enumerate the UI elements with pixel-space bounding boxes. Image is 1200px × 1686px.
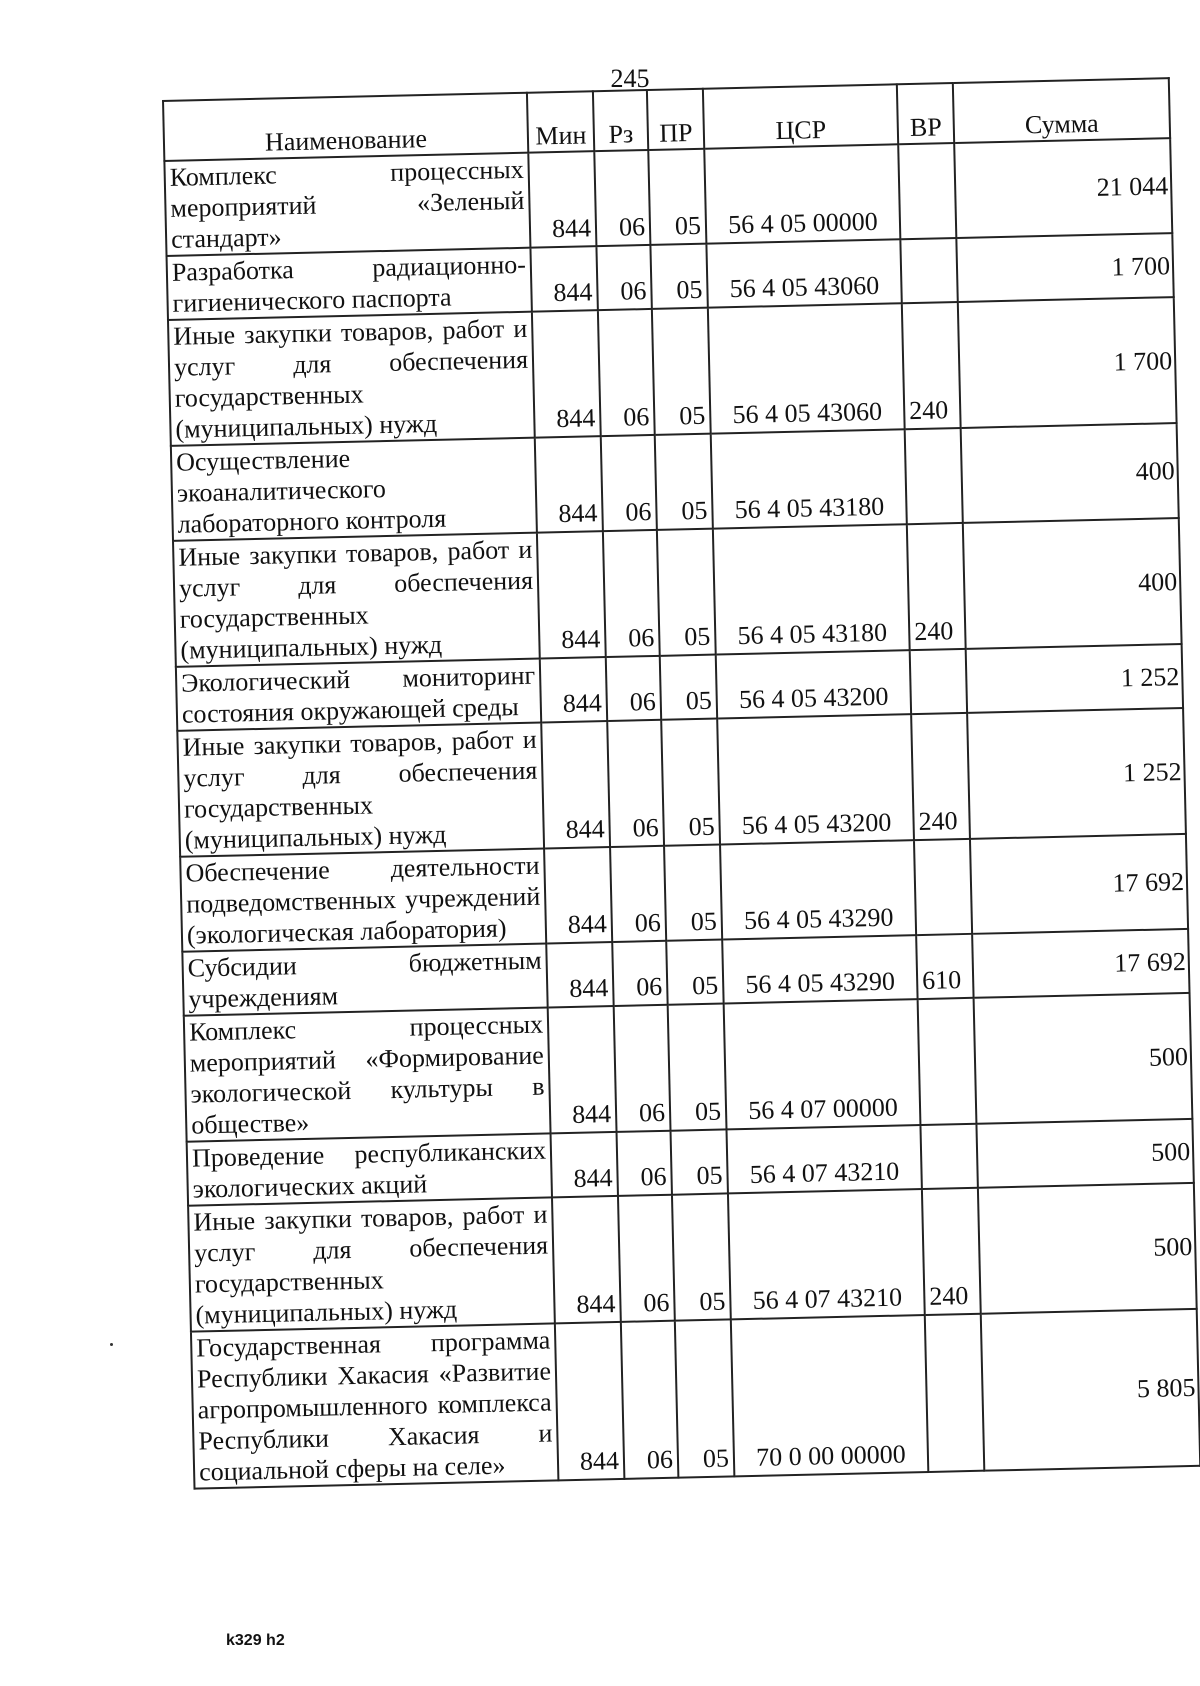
cell-csr: 56 4 05 43180 xyxy=(713,524,910,654)
cell-min: 844 xyxy=(528,151,596,247)
cell-sum: 1 252 xyxy=(966,644,1183,713)
cell-vr xyxy=(900,238,957,303)
table-row xyxy=(184,993,1193,1142)
cell-min: 844 xyxy=(537,531,606,658)
cell-pr: 05 xyxy=(648,149,706,245)
col-header-min: Мин xyxy=(527,91,594,152)
cell-csr: 56 4 05 43060 xyxy=(708,303,905,433)
cell-name: Проведение республиканских экологических акций xyxy=(187,1133,552,1205)
cell-sum: 400 xyxy=(961,423,1179,523)
cell-vr: 240 xyxy=(922,1188,981,1315)
cell-min: 844 xyxy=(530,246,597,311)
cell-pr: 05 xyxy=(661,719,720,846)
cell-sum: 1 700 xyxy=(956,233,1173,302)
cell-csr: 56 4 05 43180 xyxy=(711,429,907,528)
cell-sum: 5 805 xyxy=(981,1309,1200,1471)
cell-name: Субсидии бюджетным учреждениям xyxy=(182,943,547,1015)
cell-csr: 56 4 05 43200 xyxy=(717,714,914,844)
cell-vr xyxy=(925,1314,985,1472)
budget-table xyxy=(162,77,1200,1490)
cell-csr: 56 4 05 00000 xyxy=(704,144,900,243)
cell-min: 844 xyxy=(548,1006,617,1133)
cell-name: Комплекс процессных мероприятий «Зеленый стандарт» xyxy=(164,153,530,256)
cell-rz: 06 xyxy=(617,1131,672,1196)
cell-name: Комплекс процессных мероприятий «Формирование экологической культуры в обществе» xyxy=(184,1007,551,1141)
cell-name: Осуществление экоаналитического лабораторного контроля xyxy=(171,438,537,541)
cell-rz: 06 xyxy=(621,1321,679,1479)
cell-vr xyxy=(910,649,967,714)
cell-name: Разработка радиационно-гигиенического паспорта xyxy=(167,248,532,320)
cell-rz: 06 xyxy=(618,1195,675,1322)
scan-speck xyxy=(110,1343,113,1346)
cell-min: 844 xyxy=(541,721,610,848)
cell-vr: 240 xyxy=(907,523,966,650)
cell-rz: 06 xyxy=(607,720,664,847)
cell-rz: 06 xyxy=(594,150,650,246)
cell-csr: 56 4 05 43060 xyxy=(706,239,901,307)
cell-sum: 17 692 xyxy=(970,834,1188,934)
cell-min: 844 xyxy=(555,1322,625,1480)
cell-vr xyxy=(918,998,977,1125)
table-row xyxy=(177,708,1186,857)
cell-csr: 70 0 00 00000 xyxy=(731,1315,929,1476)
cell-vr: 610 xyxy=(916,934,973,999)
cell-pr: 05 xyxy=(655,434,713,530)
table-row xyxy=(173,518,1182,667)
cell-name: Иные закупки товаров, работ и услуг для обеспечения государственных (муниципальных) нужд xyxy=(173,533,540,667)
table-row xyxy=(168,297,1177,446)
footer-code: k329 h2 xyxy=(226,1632,285,1649)
page-number: 245 xyxy=(610,64,650,93)
table-row xyxy=(188,1183,1197,1332)
cell-name: Государственная программа Республики Хакасия «Развитие агропромышленного комплекса Республики Хакасия и социальной сферы на селе» xyxy=(191,1323,558,1488)
cell-rz: 06 xyxy=(596,245,651,310)
cell-pr: 05 xyxy=(672,1193,731,1320)
cell-vr xyxy=(898,143,956,239)
cell-rz: 06 xyxy=(606,656,661,721)
cell-pr: 05 xyxy=(666,940,723,1005)
cell-rz: 06 xyxy=(614,1005,671,1132)
cell-csr: 56 4 07 00000 xyxy=(724,999,921,1129)
cell-name: Обеспечение деятельности подведомственных учреждений (экологическая лаборатория) xyxy=(180,849,546,952)
cell-vr: 240 xyxy=(902,302,961,429)
cell-name: Иные закупки товаров, работ и услуг для обеспечения государственных (муниципальных) нужд xyxy=(168,312,535,446)
cell-min: 844 xyxy=(544,847,612,943)
cell-csr: 56 4 05 43290 xyxy=(722,935,917,1003)
col-header-rz: Рз xyxy=(593,90,648,151)
cell-vr: 240 xyxy=(911,713,970,840)
cell-pr: 05 xyxy=(650,244,707,309)
cell-sum: 21 044 xyxy=(954,138,1172,238)
cell-rz: 06 xyxy=(601,435,657,531)
table-row xyxy=(191,1309,1200,1489)
cell-rz: 06 xyxy=(603,530,660,657)
col-header-sum: Сумма xyxy=(953,78,1170,143)
cell-min: 844 xyxy=(551,1132,618,1197)
col-header-pr: ПР xyxy=(647,89,704,150)
cell-pr: 05 xyxy=(660,655,717,720)
cell-pr: 05 xyxy=(671,1129,728,1194)
cell-vr xyxy=(914,839,972,935)
cell-min: 844 xyxy=(535,436,603,532)
cell-pr: 05 xyxy=(668,1003,727,1130)
cell-rz: 06 xyxy=(610,846,666,942)
cell-name: Иные закупки товаров, работ и услуг для обеспечения государственных (муниципальных) нужд xyxy=(177,723,544,857)
cell-vr xyxy=(920,1124,977,1189)
cell-pr: 05 xyxy=(664,845,722,941)
cell-min: 844 xyxy=(552,1196,621,1323)
cell-sum: 400 xyxy=(963,518,1182,649)
cell-sum: 500 xyxy=(978,1183,1197,1314)
cell-min: 844 xyxy=(540,657,607,722)
col-header-name: Наименование xyxy=(163,93,528,161)
cell-sum: 500 xyxy=(974,993,1193,1124)
col-header-vr: ВР xyxy=(897,83,954,144)
cell-rz: 06 xyxy=(598,309,655,436)
cell-csr: 56 4 05 43290 xyxy=(720,840,916,939)
cell-name: Экологический мониторинг состояния окружающей среды xyxy=(176,659,541,731)
cell-pr: 05 xyxy=(675,1319,735,1477)
cell-min: 844 xyxy=(532,310,601,437)
cell-csr: 56 4 07 43210 xyxy=(727,1125,922,1193)
cell-min: 844 xyxy=(546,942,613,1007)
cell-name: Иные закупки товаров, работ и услуг для обеспечения государственных (муниципальных) нужд xyxy=(188,1197,555,1331)
cell-sum: 1 700 xyxy=(958,297,1177,428)
cell-csr: 56 4 05 43200 xyxy=(716,650,911,718)
cell-csr: 56 4 07 43210 xyxy=(728,1189,925,1319)
col-header-csr: ЦСР xyxy=(703,84,898,148)
table-body xyxy=(164,138,1200,1488)
cell-sum: 17 692 xyxy=(972,929,1189,998)
cell-sum: 1 252 xyxy=(967,708,1186,839)
cell-vr xyxy=(905,428,963,524)
budget-table-wrapper xyxy=(162,77,1199,1489)
cell-rz: 06 xyxy=(612,941,667,1006)
cell-pr: 05 xyxy=(657,529,716,656)
cell-sum: 500 xyxy=(976,1119,1193,1188)
cell-pr: 05 xyxy=(652,308,711,435)
